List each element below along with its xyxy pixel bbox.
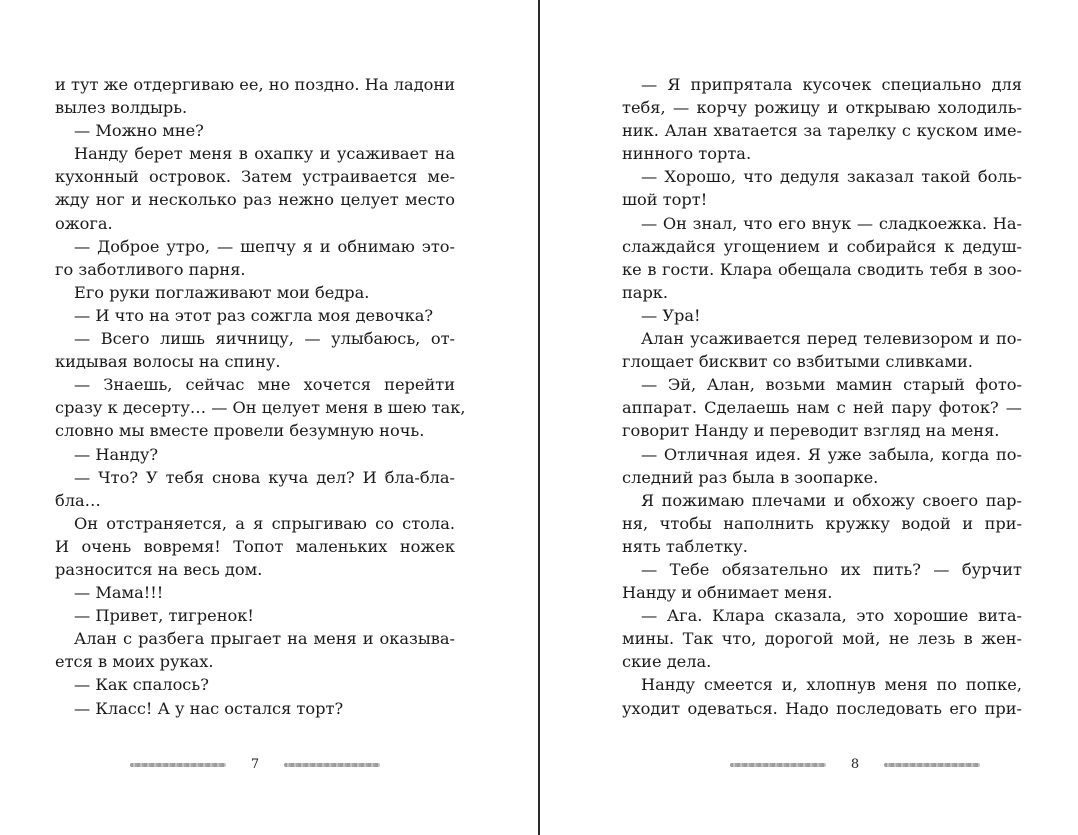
text-line: глощает бисквит со взбитыми сливками. <box>622 352 973 372</box>
text-line: ские дела. <box>622 652 712 672</box>
text-line: го заботливого парня. <box>55 259 246 279</box>
text-line: — Знаешь, сейчас мне хочется перейти <box>74 375 455 395</box>
text-line: Нанду берет меня в охапку и усаживает на <box>74 144 455 164</box>
text-line: сразу к десерту… — Он целует меня в шею так, <box>55 398 466 418</box>
text-line: ня, чтобы наполнить кружку водой и при- <box>622 513 1022 533</box>
text-line: Он отстраняется, а я спрыгиваю со стола. <box>74 513 455 533</box>
text-line: тебя, — корчу рожицу и открываю холодиль- <box>622 98 1022 118</box>
footer-ornament-right <box>884 763 980 767</box>
text-line: словно мы вместе провели безумную ночь. <box>55 421 425 441</box>
footer-ornament-right <box>284 763 380 767</box>
text-line: уходит одеваться. Надо последовать его при- <box>622 698 1022 718</box>
text-line: нинного торта. <box>622 144 752 164</box>
text-line: и тут же отдергиваю ее, но поздно. На ладони <box>55 75 455 94</box>
text-line: Алан усаживается перед телевизором и по- <box>641 329 1022 349</box>
text-line: — Мама!!! <box>74 583 164 603</box>
text-line: слаждайся угощением и собирайся к дедуш- <box>622 236 1022 256</box>
text-line: — Хорошо, что дедуля заказал такой боль- <box>641 167 1022 187</box>
text-line: — Он знал, что его внук — сладкоежка. На- <box>641 213 1022 233</box>
text-line: — И что на этот раз сожгла моя девочка? <box>74 305 434 325</box>
text-line: — Всего лишь яичницу, — улыбаюсь, от- <box>74 329 455 349</box>
text-line: — Доброе утро, — шепчу я и обнимаю это- <box>74 236 455 256</box>
text-line: — Что? У тебя снова куча дел? И бла-бла- <box>74 467 455 487</box>
text-line: — Как спалось? <box>74 675 209 695</box>
text-line: кухонный островок. Затем устраивается ме- <box>55 167 455 187</box>
page-number: 7 <box>250 757 260 772</box>
text-line: бла… <box>55 490 101 510</box>
text-line: вылез волдырь. <box>55 98 188 118</box>
text-line: — Я припрятала кусочек специально для <box>641 75 1022 94</box>
text-line: разносится на весь дом. <box>55 559 263 579</box>
text-line: Алан с разбега прыгает на меня и оказыва- <box>74 629 455 649</box>
text-line: — Можно мне? <box>74 121 204 141</box>
text-line: говорит Нанду и переводит взгляд на меня. <box>622 421 1000 441</box>
text-line: — Нанду? <box>74 444 159 464</box>
left-page-footer <box>100 754 400 776</box>
text-line: Я пожимаю плечами и обхожу своего пар- <box>641 490 1022 510</box>
text-line: — Ура! <box>641 305 701 325</box>
left-page <box>0 0 538 835</box>
text-line: ник. Алан хватается за тарелку с куском име- <box>622 121 1022 141</box>
text-line: жду ног и несколько раз нежно целует место <box>55 190 455 210</box>
text-line: мины. Так что, дорогой мой, не лезь в жен- <box>622 629 1022 649</box>
right-page-text <box>622 73 1022 720</box>
text-line: Его руки поглаживают мои бедра. <box>74 282 370 302</box>
text-line: аппарат. Сделаешь нам с ней пару фоток? — <box>622 398 1022 418</box>
text-line: следний раз была в зоопарке. <box>622 467 879 487</box>
text-line: И очень вовремя! Топот маленьких ножек <box>55 536 455 556</box>
right-page-footer <box>700 754 1000 776</box>
left-page-text <box>55 73 466 720</box>
text-line: — Эй, Алан, возьми мамин старый фото- <box>641 375 1022 395</box>
text-line: ется в моих руках. <box>55 652 214 672</box>
text-line: ожога. <box>55 213 113 233</box>
page-number: 8 <box>850 757 860 772</box>
text-line: — Ага. Клара сказала, это хорошие вита- <box>641 606 1022 626</box>
text-line: — Тебе обязательно их пить? — бурчит <box>641 559 1022 579</box>
text-line: парк. <box>622 282 669 302</box>
text-line: — Отличная идея. Я уже забыла, когда по- <box>641 444 1022 464</box>
text-line: Нанду смеется и, хлопнув меня по попке, <box>641 675 1022 695</box>
right-page <box>540 0 1078 835</box>
text-line: — Класс! А у нас остался торт? <box>74 698 344 718</box>
text-line: ке в гости. Клара обещала сводить тебя в зоо- <box>622 259 1022 279</box>
text-line: Нанду и обнимает меня. <box>622 583 833 603</box>
text-line: нять таблетку. <box>622 536 748 556</box>
text-line: шой торт! <box>622 190 708 210</box>
text-line: — Привет, тигренок! <box>74 606 254 626</box>
text-line: кидывая волосы на спину. <box>55 352 281 372</box>
